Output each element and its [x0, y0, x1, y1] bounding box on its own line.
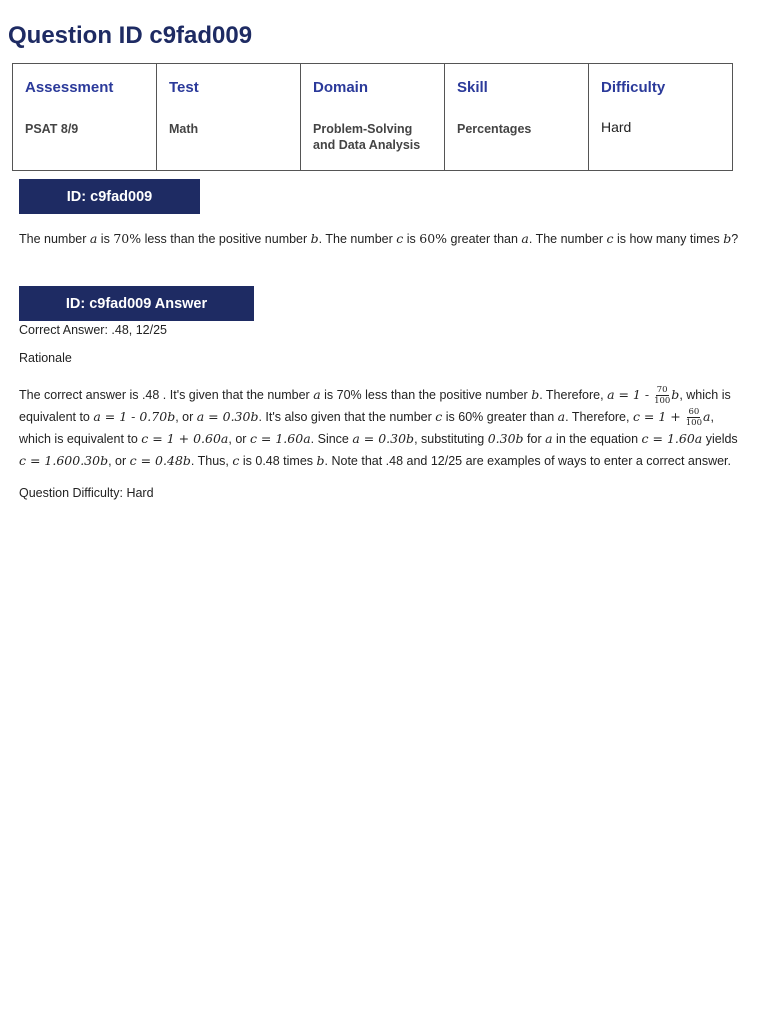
r-var-b: b	[531, 387, 540, 402]
meta-value-domain: Problem-Solving and Data Analysis	[313, 122, 421, 152]
fraction-60-numerator: 60	[688, 407, 700, 418]
r-text-18: is 0.48 times	[239, 454, 317, 469]
meta-header-skill: Skill	[457, 79, 488, 96]
r-text-5: , or	[175, 410, 197, 425]
r-text-10: , or	[228, 432, 250, 447]
page-title: Question ID c9fad009	[8, 22, 253, 49]
correct-answer: Correct Answer: .48, 12/25	[19, 323, 167, 337]
q-var-c-2: c	[606, 231, 614, 246]
fraction-60-over-100	[686, 407, 702, 428]
r-text-3: . Therefore,	[539, 388, 608, 402]
r-eq-c-1-060a: c = 1 + 0.60a	[141, 431, 229, 447]
r-var-a-2: a	[557, 409, 566, 425]
r-eq-a-030b: a = 0.30b	[196, 409, 259, 425]
r-var-a-4: a	[545, 431, 553, 447]
q-text-2: is	[97, 232, 114, 246]
fraction-70-numerator: 70	[656, 385, 668, 396]
q-text-5: is	[403, 232, 420, 246]
r-text-6: . It's also given that the number	[258, 410, 436, 425]
r-text-15: yields	[702, 432, 738, 447]
r-eq-c-160a-2: c = 1.60a	[641, 431, 703, 447]
r-text-16: , or	[108, 454, 130, 469]
q-text-1: The number	[19, 232, 90, 246]
meta-value-skill: Percentages	[457, 122, 532, 136]
r-eq-c-1-plus: c = 1 +	[632, 409, 685, 425]
q-var-c: c	[396, 231, 404, 246]
r-text-12: , substituting	[414, 432, 488, 447]
rationale-text	[19, 384, 747, 472]
q-var-b-2: b	[723, 231, 732, 246]
q-var-a-2: a	[521, 231, 529, 246]
q-percent-60: 60%	[419, 231, 448, 246]
r-text-11: . Since	[310, 432, 353, 447]
fraction-70-denominator: 100	[654, 396, 671, 407]
r-eq-a-1-070b: a = 1 - 0.70b	[93, 409, 176, 425]
meta-header-domain: Domain	[313, 79, 369, 96]
q-text-9: ?	[731, 232, 739, 246]
meta-value-assessment: PSAT 8/9	[25, 122, 79, 136]
r-var-b-2: b	[671, 387, 680, 402]
r-var-c: c	[435, 409, 443, 425]
r-text-9: , which is equivalent to	[19, 410, 714, 447]
q-text-4: . The number	[318, 232, 397, 246]
answer-id-banner: ID: c9fad009 Answer	[19, 286, 254, 321]
r-text-13: for	[523, 432, 546, 447]
q-text-3: less than the positive number	[141, 232, 311, 246]
meta-header-difficulty: Difficulty	[601, 79, 666, 96]
r-text-7: is 60% greater than	[442, 410, 558, 425]
q-var-b: b	[310, 231, 319, 246]
question-meta-table	[12, 63, 733, 171]
question-text	[19, 229, 747, 249]
r-text-17: . Thus,	[190, 454, 233, 469]
fraction-60-denominator: 100	[685, 418, 702, 429]
rationale-label: Rationale	[19, 351, 72, 365]
meta-cell-skill	[445, 64, 589, 171]
r-var-b-3: b	[316, 453, 325, 469]
fraction-70-over-100	[654, 385, 670, 406]
r-text-4: , which is equivalent to	[19, 388, 731, 425]
q-percent-70: 70%	[113, 231, 142, 246]
r-expr-030b: 0.30b	[487, 431, 524, 447]
question-difficulty: Question Difficulty: Hard	[19, 486, 154, 500]
r-text-8: . Therefore,	[565, 410, 633, 425]
r-eq-c-160a: c = 1.60a	[249, 431, 311, 447]
q-text-8: is how many times	[613, 232, 724, 246]
r-var-a: a	[313, 387, 321, 402]
meta-header-assessment: Assessment	[25, 79, 114, 96]
r-text-19: . Note that .48 and 12/25 are examples of ways to enter a correct answer.	[324, 454, 732, 469]
meta-header-test: Test	[169, 79, 199, 96]
meta-cell-difficulty	[589, 64, 733, 171]
r-var-c-2: c	[232, 453, 240, 469]
question-id-banner: ID: c9fad009	[19, 179, 200, 214]
meta-cell-domain	[301, 64, 445, 171]
r-var-a-3: a	[702, 409, 711, 425]
r-eq-a-1-minus: a = 1 -	[607, 387, 654, 402]
r-eq-c-160030b: c = 1.600.30b	[19, 453, 109, 469]
r-eq-c-048b: c = 0.48b	[129, 453, 191, 469]
meta-cell-assessment	[13, 64, 157, 171]
r-text-14: in the equation	[552, 432, 642, 447]
q-text-6: greater than	[447, 232, 522, 246]
q-text-7: . The number	[528, 232, 607, 246]
r-text-2: is 70% less than the positive number	[320, 388, 532, 402]
r-text-1: The correct answer is .48 . It's given that the number	[19, 388, 314, 402]
meta-value-difficulty: Hard	[601, 119, 632, 135]
q-var-a: a	[89, 231, 98, 246]
meta-value-test: Math	[169, 122, 199, 136]
meta-cell-test	[157, 64, 301, 171]
r-eq-a-030b-2: a = 0.30b	[352, 431, 415, 447]
